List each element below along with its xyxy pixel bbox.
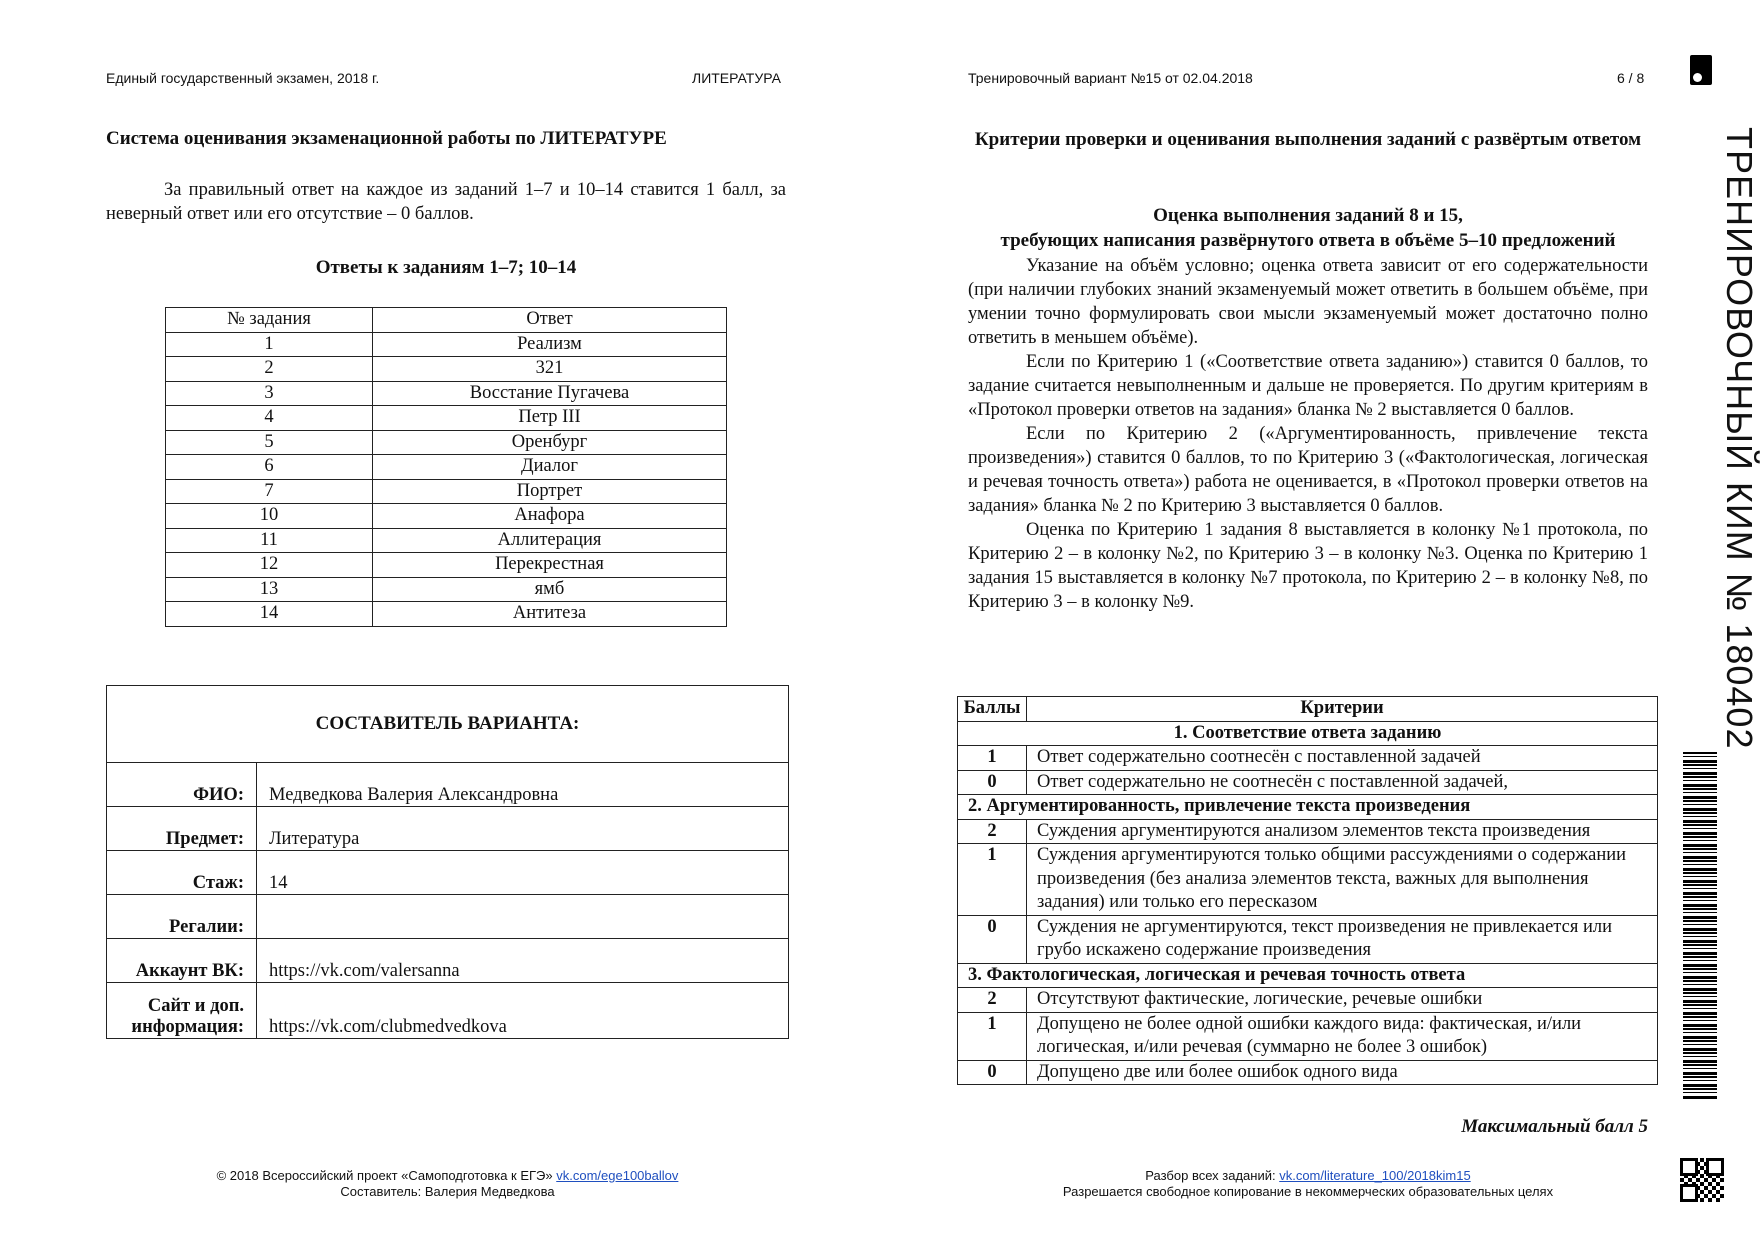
criteria-section-row — [958, 963, 1658, 988]
criteria-header-score: Баллы — [958, 697, 1027, 722]
criteria-score: 0 — [958, 915, 1027, 963]
composer-row — [107, 983, 789, 1039]
answer-task-number: 3 — [166, 381, 373, 406]
answer-task-number: 11 — [166, 528, 373, 553]
answer-task-number: 14 — [166, 602, 373, 627]
barcode-icon — [1683, 752, 1717, 1100]
answer-task-number: 13 — [166, 577, 373, 602]
criteria-header-text: Критерии — [1027, 697, 1658, 722]
criteria-row — [958, 1012, 1658, 1060]
answer-value: Перекрестная — [373, 553, 727, 578]
composer-value: Литература — [257, 807, 789, 851]
answer-value: Восстание Пугачева — [373, 381, 727, 406]
criteria-score: 1 — [958, 1012, 1027, 1060]
composer-row — [107, 895, 789, 939]
answer-value: Петр III — [373, 406, 727, 431]
footer-left — [106, 1168, 789, 1200]
table-row — [166, 455, 727, 480]
answers-title: Ответы к заданиям 1–7; 10–14 — [315, 257, 577, 278]
answer-value: Диалог — [373, 455, 727, 480]
criteria-section-title: 3. Фактологическая, логическая и речевая точность ответа — [958, 963, 1658, 988]
answer-task-number: 2 — [166, 357, 373, 382]
vertical-kim-label: ТРЕНИРОВОЧНЫЙ КИМ № 180402 — [1719, 127, 1760, 750]
criteria-text: Допущено две или более ошибок одного вида — [1027, 1060, 1658, 1085]
answer-task-number: 5 — [166, 430, 373, 455]
criteria-row — [958, 819, 1658, 844]
criteria-text: Допущено не более одной ошибки каждого вида: фактическая, и/или логическая, и/или речевая (суммарно не более 3 ошибок) — [1027, 1012, 1658, 1060]
composer-value: https://vk.com/clubmedvedkova — [257, 983, 789, 1039]
max-score: Максимальный балл 5 — [1461, 1116, 1648, 1137]
criteria-row — [958, 988, 1658, 1013]
table-row — [166, 528, 727, 553]
qr-code-icon — [1680, 1158, 1724, 1202]
answers-header-number: № задания — [166, 308, 373, 333]
footer-right-license: Разрешается свободное копирование в некоммерческих образовательных целях — [1062, 1184, 1554, 1199]
criteria-text: Суждения не аргументируются, текст произведения не привлекается или грубо искажено содержание произведения — [1027, 915, 1658, 963]
answers-header-answer: Ответ — [373, 308, 727, 333]
table-row — [166, 381, 727, 406]
answer-task-number: 7 — [166, 479, 373, 504]
composer-value: Медведкова Валерия Александровна — [257, 763, 789, 807]
composer-label: Стаж: — [107, 851, 257, 895]
answer-value: Оренбург — [373, 430, 727, 455]
answer-value: ямб — [373, 577, 727, 602]
table-row — [166, 332, 727, 357]
criteria-score: 1 — [958, 844, 1027, 916]
criteria-text: Ответ содержательно соотнесён с поставленной задачей — [1027, 746, 1658, 771]
criteria-text: Суждения аргументируются анализом элементов текста произведения — [1027, 819, 1658, 844]
table-row — [166, 357, 727, 382]
criteria-score: 2 — [958, 988, 1027, 1013]
answer-value: Реализм — [373, 332, 727, 357]
footer-left-author: Составитель: Валерия Медведкова — [340, 1184, 555, 1199]
criteria-row — [958, 844, 1658, 916]
composer-value: 14 — [257, 851, 789, 895]
composer-title: СОСТАВИТЕЛЬ ВАРИАНТА: — [107, 686, 789, 763]
paragraph: Указание на объём условно; оценка ответа зависит от его содержательности (при наличии глубоких знаний экзаменуемый может ответить в большем объёме, при умении точно формулировать свои мысли экзаменуемый может достаточно полно ответить в меньшем объёме). — [968, 256, 1648, 348]
footer-right-label: Разбор всех заданий: — [1145, 1168, 1280, 1183]
criteria-row — [958, 770, 1658, 795]
header-subject: ЛИТЕРАТУРА — [692, 70, 781, 86]
right-title: Критерии проверки и оценивания выполнения заданий с развёртым ответом — [974, 129, 1642, 150]
table-row — [166, 602, 727, 627]
right-subtitle-1: Оценка выполнения заданий 8 и 15, — [1153, 205, 1463, 226]
paragraph: Если по Критерию 2 («Аргументированность, привлечение текста произведения») ставится 0 баллов, то по Критерию 3 («Фактологическая, логическая и речевая точность ответа») работа не оценивается, в «Протокол проверки ответов на задания» бланка № 2 по Критерию 3 выставляется 0 баллов. — [968, 424, 1648, 516]
answer-task-number: 12 — [166, 553, 373, 578]
table-row — [166, 504, 727, 529]
paragraph: Если по Критерию 1 («Соответствие ответа заданию») ставится 0 баллов, то задание считается невыполненным и дальше не проверяется. По другим критериям в «Протокол проверки ответов на задания» бланка № 2 выставляется 0 баллов. — [968, 352, 1648, 420]
composer-row — [107, 851, 789, 895]
answer-value: Аллитерация — [373, 528, 727, 553]
answer-value: Портрет — [373, 479, 727, 504]
criteria-score: 1 — [958, 746, 1027, 771]
composer-label: ФИО: — [107, 763, 257, 807]
composer-table — [106, 685, 789, 1039]
criteria-score: 0 — [958, 1060, 1027, 1085]
corner-marker-icon — [1690, 55, 1712, 85]
header-variant: Тренировочный вариант №15 от 02.04.2018 — [968, 70, 1253, 86]
criteria-score: 0 — [958, 770, 1027, 795]
composer-row — [107, 939, 789, 983]
left-intro: За правильный ответ на каждое из заданий 1–7 и 10–14 ставится 1 балл, за неверный ответ или его отсутствие – 0 баллов. — [106, 180, 786, 224]
left-title: Система оценивания экзаменационной работы по ЛИТЕРАТУРЕ — [106, 128, 667, 149]
criteria-text: Суждения аргументируются только общими рассуждениями о содержании произведения (без анализа элементов текста, важных для выполнения задания) или только его пересказом — [1027, 844, 1658, 916]
answer-value: 321 — [373, 357, 727, 382]
composer-value: https://vk.com/valersanna — [257, 939, 789, 983]
answer-task-number: 1 — [166, 332, 373, 357]
header-exam: Единый государственный экзамен, 2018 г. — [106, 70, 380, 86]
composer-label: Предмет: — [107, 807, 257, 851]
footer-left-link[interactable]: vk.com/ege100ballov — [556, 1168, 679, 1183]
right-paragraphs — [968, 254, 1648, 614]
criteria-text: Ответ содержательно не соотнесён с поставленной задачей, — [1027, 770, 1658, 795]
composer-label: Регалии: — [107, 895, 257, 939]
composer-value — [257, 895, 789, 939]
footer-left-copyright: © 2018 Всероссийский проект «Самоподготовка к ЕГЭ» — [216, 1168, 557, 1183]
criteria-row — [958, 915, 1658, 963]
composer-row — [107, 807, 789, 851]
table-row — [166, 479, 727, 504]
table-row — [166, 406, 727, 431]
table-row — [166, 430, 727, 455]
paragraph: Оценка по Критерию 1 задания 8 выставляется в колонку №1 протокола, по Критерию 2 – в колонку №2, по Критерию 3 – в колонку №3. Оценка по Критерию 1 задания 15 выставляется в колонку №7 протокола, по Критерию 2 – в колонку №8, по Критерию 3 – в колонку №9. — [968, 520, 1648, 612]
footer-right — [960, 1168, 1656, 1200]
composer-label: Сайт и доп. информация: — [107, 983, 257, 1039]
right-subtitle-2: требующих написания развёрнутого ответа в объёме 5–10 предложений — [1000, 230, 1616, 251]
header-page-number: 6 / 8 — [1617, 70, 1645, 86]
criteria-row — [958, 746, 1658, 771]
answer-task-number: 4 — [166, 406, 373, 431]
composer-row — [107, 763, 789, 807]
criteria-text: Отсутствуют фактические, логические, речевые ошибки — [1027, 988, 1658, 1013]
criteria-section-row — [958, 721, 1658, 746]
table-row — [166, 577, 727, 602]
criteria-section-title: 1. Соответствие ответа заданию — [958, 721, 1658, 746]
criteria-section-title: 2. Аргументированность, привлечение текста произведения — [958, 795, 1658, 820]
answer-value: Антитеза — [373, 602, 727, 627]
answers-table — [165, 307, 727, 627]
criteria-score: 2 — [958, 819, 1027, 844]
table-row — [166, 553, 727, 578]
criteria-row — [958, 1060, 1658, 1085]
answer-task-number: 6 — [166, 455, 373, 480]
criteria-table — [957, 696, 1658, 1085]
answer-value: Анафора — [373, 504, 727, 529]
footer-right-link[interactable]: vk.com/literature_100/2018kim15 — [1279, 1168, 1471, 1183]
composer-label: Аккаунт ВК: — [107, 939, 257, 983]
criteria-section-row — [958, 795, 1658, 820]
answer-task-number: 10 — [166, 504, 373, 529]
